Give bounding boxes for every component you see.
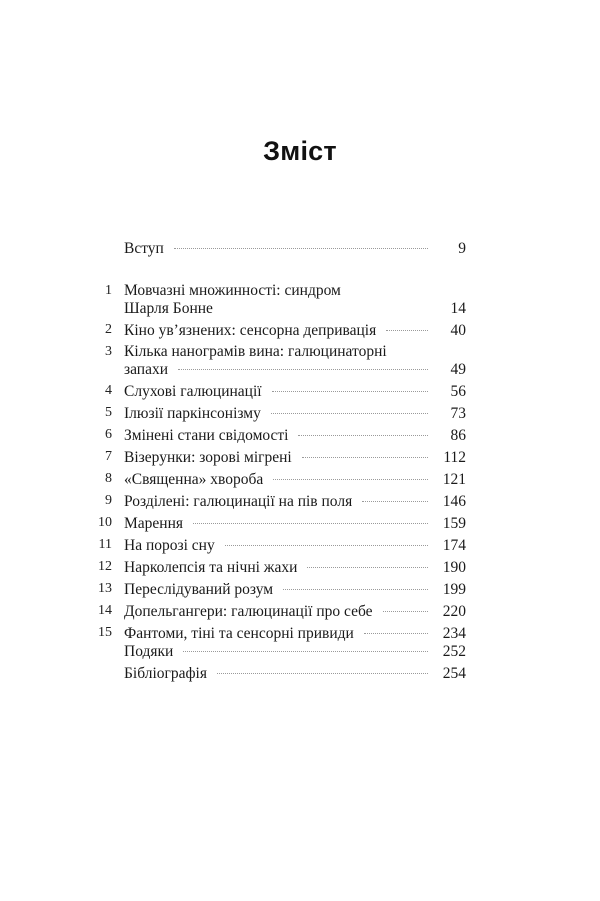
toc-entry-page: 252 — [442, 643, 466, 660]
toc-entry-intro[interactable] — [90, 238, 466, 260]
toc-entry-page: 112 — [443, 449, 466, 466]
toc-entry-title: Марення — [124, 515, 184, 532]
dot-leader — [302, 457, 428, 458]
dot-leader — [183, 651, 428, 652]
toc-entry-page: 121 — [442, 471, 466, 488]
dot-leader — [386, 330, 428, 331]
toc-entry-title: Подяки — [124, 643, 174, 660]
dot-leader — [271, 413, 428, 414]
dot-leader — [225, 545, 428, 546]
toc-entry-page: 86 — [450, 427, 466, 444]
dot-leader — [307, 567, 428, 568]
toc-entry-page: 146 — [442, 493, 466, 510]
dot-leader — [217, 673, 428, 674]
toc-chapter-7[interactable] — [90, 447, 466, 469]
toc-entry-page: 220 — [442, 603, 466, 620]
toc-entry-title: Вступ — [124, 240, 164, 257]
toc-entry-page: 254 — [442, 665, 466, 682]
chapter-number: 13 — [98, 581, 112, 596]
toc-back-matter — [90, 641, 466, 685]
dot-leader — [364, 633, 428, 634]
toc-entry-title: Бібліографія — [124, 665, 207, 682]
toc-chapter-10[interactable] — [90, 513, 466, 535]
toc-entry-title: Допельгангери: галюцинації про себе — [124, 603, 373, 620]
dot-leader — [178, 369, 428, 370]
toc-chapter-9[interactable] — [90, 491, 466, 513]
dot-leader — [362, 501, 428, 502]
toc-chapter-12[interactable] — [90, 557, 466, 579]
chapter-number: 4 — [105, 383, 112, 398]
dot-leader — [383, 611, 428, 612]
toc-entry-page: 14 — [450, 300, 466, 317]
toc-entry-bibliography[interactable] — [90, 663, 466, 685]
chapter-number: 1 — [105, 283, 112, 298]
toc-entry-page: 9 — [458, 240, 466, 257]
dot-leader — [193, 523, 428, 524]
toc-entry-title: На порозі сну — [124, 537, 215, 554]
chapter-number: 9 — [105, 493, 112, 508]
dot-leader — [272, 391, 428, 392]
toc-entry-title-line1: Кілька нанограмів вина: галюцинаторні — [124, 343, 387, 360]
toc-entry-title: Розділені: галюцинації на пів поля — [124, 493, 353, 510]
toc-entry-page: 199 — [442, 581, 466, 598]
toc-entry-page: 40 — [450, 322, 466, 339]
toc-entry-title: Фантоми, тіні та сенсорні привиди — [124, 625, 354, 642]
toc-chapter-6[interactable] — [90, 425, 466, 447]
toc-entry-title: Візерунки: зорові мігрені — [124, 449, 292, 466]
toc-chapter-4[interactable] — [90, 381, 466, 403]
toc-chapter-13[interactable] — [90, 579, 466, 601]
chapter-number: 11 — [98, 537, 112, 552]
chapter-number: 5 — [105, 405, 112, 420]
toc-chapter-3[interactable] — [90, 342, 466, 381]
toc-entry-title: Нарколепсія та нічні жахи — [124, 559, 298, 576]
toc-chapter-8[interactable] — [90, 469, 466, 491]
chapter-number: 8 — [105, 471, 112, 486]
toc-entry-title: «Священна» хвороба — [124, 471, 264, 488]
toc-entry-page: 174 — [442, 537, 466, 554]
chapter-number: 6 — [105, 427, 112, 442]
toc-entry-page: 159 — [442, 515, 466, 532]
toc-chapter-2[interactable] — [90, 320, 466, 342]
toc-entry-page: 49 — [450, 361, 466, 378]
toc-entry-page: 73 — [450, 405, 466, 422]
toc-chapter-5[interactable] — [90, 403, 466, 425]
toc-entry-page: 190 — [442, 559, 466, 576]
toc-entry-title: Кіно ув’язнених: сенсорна депривація — [124, 322, 377, 339]
toc-entry-title: запахи — [124, 361, 169, 378]
dot-leader — [174, 248, 428, 249]
page-title: Зміст — [263, 136, 337, 167]
toc-entry-page: 234 — [442, 625, 466, 642]
toc-entry-page: 56 — [450, 383, 466, 400]
toc-entry-title: Шарля Бонне — [124, 300, 213, 317]
toc-entry-title: Змінені стани свідомості — [124, 427, 289, 444]
toc-chapter-14[interactable] — [90, 601, 466, 623]
chapter-number: 10 — [98, 515, 112, 530]
chapter-number: 2 — [105, 322, 112, 337]
chapter-number: 7 — [105, 449, 112, 464]
chapter-number: 15 — [98, 625, 112, 640]
toc-entry-acknowledgements[interactable] — [90, 641, 466, 663]
dot-leader — [273, 479, 428, 480]
dot-leader — [298, 435, 428, 436]
chapter-number: 3 — [105, 344, 112, 359]
chapter-number: 12 — [98, 559, 112, 574]
toc-entry-title: Слухові галюцинації — [124, 383, 262, 400]
toc-entry-title-line1: Мовчазні множинності: синдром — [124, 282, 341, 299]
toc-chapters — [90, 281, 466, 645]
dot-leader — [283, 589, 428, 590]
toc-front-matter — [90, 238, 466, 260]
toc-chapter-1[interactable] — [90, 281, 466, 320]
chapter-number: 14 — [98, 603, 112, 618]
toc-entry-title: Переслідуваний розум — [124, 581, 274, 598]
toc-entry-title: Ілюзії паркінсонізму — [124, 405, 261, 422]
toc-chapter-11[interactable] — [90, 535, 466, 557]
